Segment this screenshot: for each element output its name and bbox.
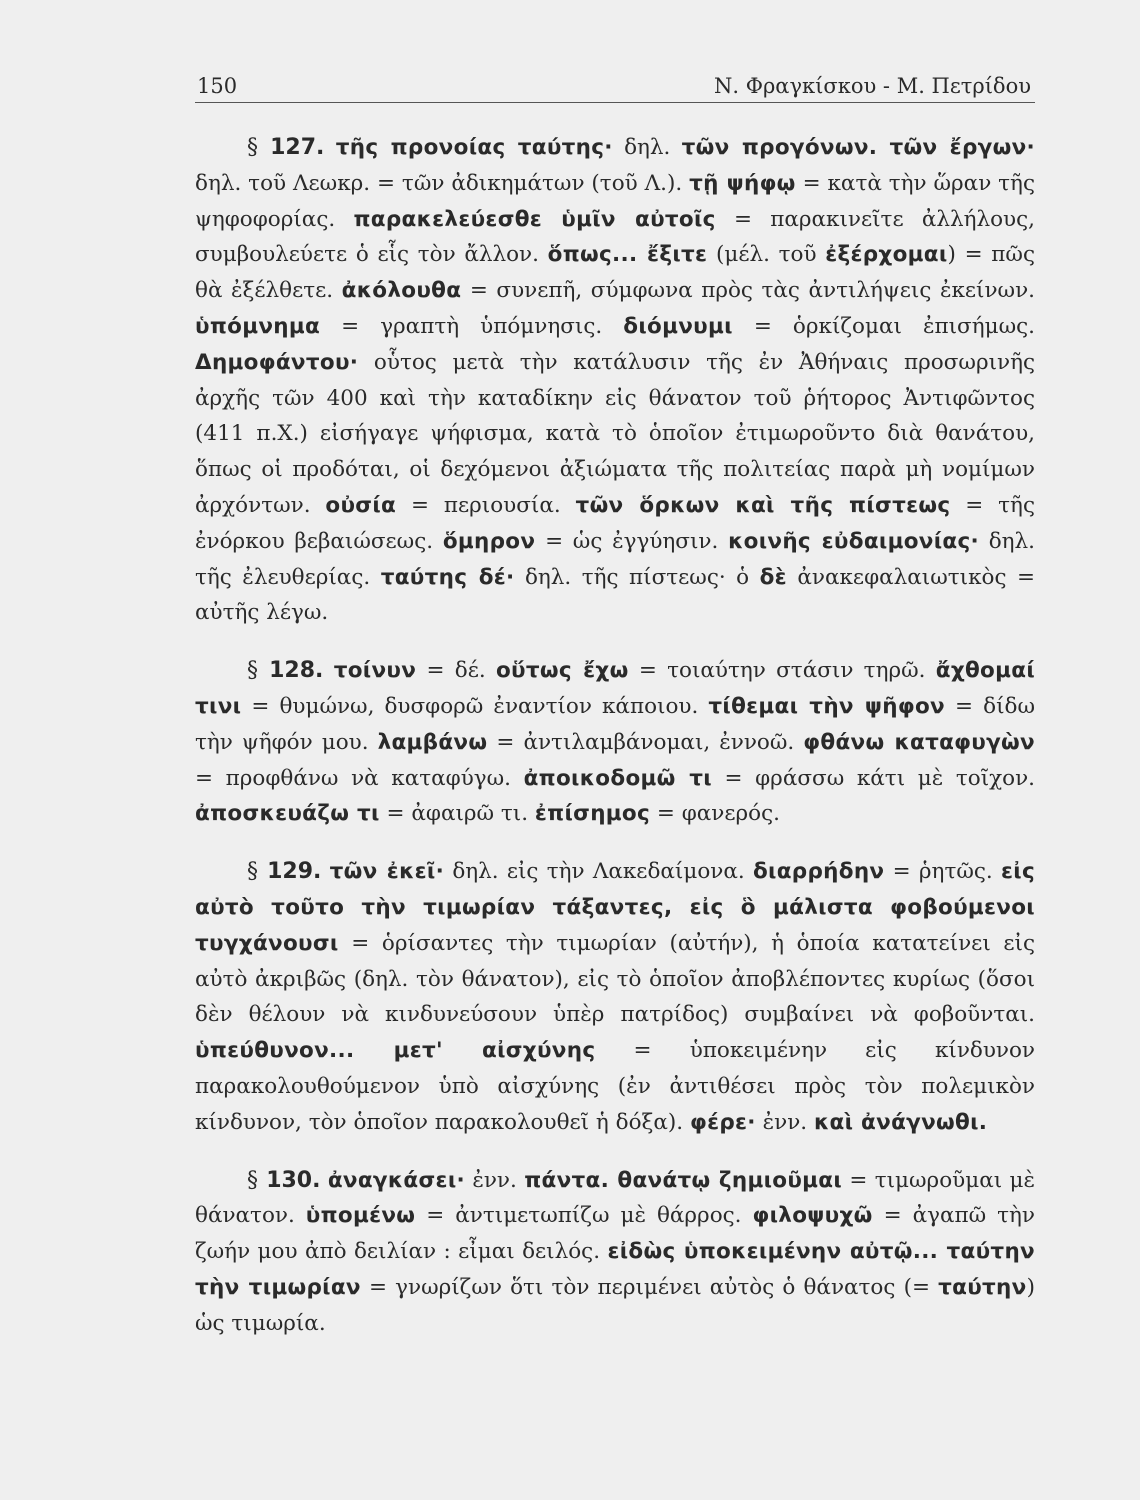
lemma: τῶν ἐκεῖ· — [329, 859, 445, 885]
lemma: οὐσία — [325, 492, 397, 518]
lemma: τοίνυν — [333, 658, 417, 684]
gloss: ἐνν. — [755, 1109, 814, 1135]
section-number: 127. — [270, 135, 325, 160]
gloss: ἐνν. — [464, 1167, 525, 1193]
section-number: 130. — [266, 1167, 321, 1193]
section-sign: § — [247, 658, 258, 684]
lemma: λαμβάνω — [377, 729, 488, 755]
gloss: = γνωρίζων ὅτι τὸν περιμένει αὐτὸς ὁ θάνατος (= — [360, 1274, 939, 1300]
lemma: ὑπομένω — [305, 1203, 416, 1229]
lemma: ἄχθομαί τινι — [195, 658, 1035, 719]
section-sign: § — [247, 135, 258, 160]
lemma: ἐξέρχομαι — [825, 242, 948, 268]
section-marker — [247, 658, 323, 683]
lemma: ταύτην — [938, 1274, 1027, 1300]
paragraph-127 — [195, 130, 1035, 631]
gloss: = συνεπῆ, σύμφωνα πρὸς τὰς ἀντιλήψεις ἐκείνων. — [461, 278, 1035, 304]
lemma: καὶ ἀνάγνωθι. — [813, 1109, 988, 1135]
gloss: = ὁρίσαντες τὴν τιμωρίαν (αὐτήν), ἡ ὁποία κατατείνει εἰς αὐτὸ ἀκριβῶς (δηλ. τὸν θάνατον), εἰς τὸ ὁποῖον ἀποβλέποντες κυρίως (ὅσοι δὲν θέλουν νὰ κινδυνεύσουν ὑπὲρ πατρίδος) συμβαίνει νὰ φοβοῦνται. — [195, 930, 1035, 1028]
gloss: = φράσσω κάτι μὲ τοῖχον. — [711, 765, 1035, 791]
gloss: = κατὰ τὴν ὥραν τῆς ψηφοφορίας. — [195, 170, 1035, 232]
section-marker — [247, 859, 321, 884]
lemma: ἐπίσημος — [534, 801, 651, 827]
lemma: τῶν προγόνων. τῶν ἔργων· — [681, 135, 1035, 160]
section-number: 129. — [267, 859, 322, 885]
gloss: δηλ. τῆς ἐλευθερίας. — [195, 528, 1035, 590]
lemma: ὑπεύθυνον... μετ' αἰσχύνης — [195, 1038, 596, 1064]
gloss: = δέ. — [416, 658, 496, 684]
lemma: ἀναγκάσει· — [327, 1167, 465, 1193]
lemma: παρακελεύεσθε ὑμῖν αὐτοῖς — [353, 206, 716, 232]
gloss: = τῆς ἐνόρκου βεβαιώσεως. — [195, 492, 1035, 554]
lemma: τίθεμαι τὴν ψῆφον — [708, 693, 945, 719]
commentary-text — [195, 130, 1035, 1342]
lemma: ὅπως... ἔξιτε — [547, 242, 708, 268]
gloss: = ὑποκειμένην εἰς κίνδυνον παρακολουθούμενον ὑπὸ αἰσχύνης (ἐν ἀντιθέσει πρὸς τὸν πολεμικὸν κίνδυνον, τὸν ὁποῖον παρακολουθεῖ ἡ δόξα). — [195, 1038, 1035, 1135]
paragraph-text — [195, 135, 1035, 625]
page-header — [195, 72, 1035, 103]
gloss: δηλ. τοῦ Λεωκρ. = τῶν ἀδικημάτων (τοῦ Λ.). — [195, 170, 690, 196]
section-sign: § — [247, 1167, 258, 1193]
gloss: δηλ. τῆς πίστεως· ὁ — [514, 564, 760, 590]
section-number: 128. — [269, 658, 324, 684]
gloss: ) ὡς τιμωρία. — [195, 1274, 1035, 1336]
paragraph-129 — [195, 854, 1035, 1140]
gloss: = τιμωροῦμαι μὲ θάνατον. — [195, 1167, 1035, 1229]
lemma: διόμνυμι — [623, 313, 733, 339]
gloss: = ἀγαπῶ τὴν ζωήν μου ἀπὸ δειλίαν : εἶμαι δειλός. — [195, 1203, 1035, 1265]
gloss: (μέλ. τοῦ — [707, 242, 826, 268]
lemma: ὅμηρον — [442, 528, 536, 554]
gloss: = παρακινεῖτε ἀλλήλους, συμβουλεύετε ὁ εἷς τὸν ἄλλον. — [195, 206, 1035, 268]
lemma: φιλοψυχῶ — [752, 1203, 873, 1229]
gloss: = γραπτὴ ὑπόμνησις. — [320, 313, 624, 339]
paragraph-128 — [195, 653, 1035, 832]
lemma: ἀποσκευάζω τι — [195, 801, 380, 827]
gloss: = ἀντιμετωπίζω μὲ θάρρος. — [415, 1203, 753, 1229]
gloss: δηλ. εἰς τὴν Λακεδαίμονα. — [444, 859, 753, 885]
lemma: Δημοφάντου· — [195, 349, 359, 375]
lemma: οὕτως ἔχω — [495, 658, 629, 684]
lemma: ταύτης δέ· — [380, 564, 515, 590]
section-marker — [247, 1168, 320, 1193]
gloss: = περιουσία. — [396, 492, 576, 518]
gloss: = προφθάνω νὰ καταφύγω. — [195, 765, 524, 791]
gloss: = ἀφαιρῶ τι. — [379, 801, 535, 827]
gloss: ἀνακεφαλαιωτικὸς = αὐτῆς λέγω. — [195, 564, 1035, 626]
lemma: δὲ — [759, 564, 787, 590]
running-head: Ν. Φραγκίσκου - Μ. Πετρίδου — [714, 74, 1031, 98]
lemma: διαρρήδην — [752, 859, 885, 885]
gloss: = δίδω τὴν ψῆφόν μου. — [195, 693, 1035, 755]
section-marker — [247, 135, 324, 160]
gloss: οὗτος μετὰ τὴν κατάλυσιν τῆς ἐν Ἀθήναις προσωρινῆς ἀρχῆς τῶν 400 καὶ τὴν καταδίκην εἰς θάνατον τοῦ ῥήτορος Ἀντιφῶντος (411 π.Χ.) εἰσήγαγε ψήφισμα, κατὰ τὸ ὁποῖον ἐτιμωροῦντο διὰ θανάτου, ὅπως οἱ προδόται, οἱ δεχόμενοι ἀξιώματα τῆς πολιτείας παρὰ μὴ νομίμων ἀρχόντων. — [195, 349, 1035, 518]
paragraph-text — [195, 1168, 1035, 1336]
gloss: = ἀντιλαμβάνομαι, ἐννοῶ. — [487, 729, 804, 755]
gloss: = φανερός. — [650, 801, 780, 827]
paragraph-text — [195, 658, 1035, 826]
lemma: φθάνω καταφυγὼν — [803, 729, 1035, 755]
gloss: = τοιαύτην στάσιν τηρῶ. — [628, 658, 936, 684]
lemma: πάντα. θανάτῳ ζημιοῦμαι — [524, 1167, 843, 1193]
paragraph-130 — [195, 1163, 1035, 1342]
gloss: = ὡς ἐγγύησιν. — [535, 528, 729, 554]
gloss: δηλ. — [612, 135, 682, 160]
lemma: ἀποικοδομῶ τι — [523, 765, 712, 791]
lemma: εἰς αὐτὸ τοῦτο τὴν τιμωρίαν τάξαντες, εἰς ὃ μάλιστα φοβούμενοι τυγχάνουσι — [195, 859, 1035, 956]
lemma: κοινῆς εὐδαιμονίας· — [728, 528, 979, 554]
page-number: 150 — [197, 74, 238, 98]
gloss: ) = πῶς θὰ ἐξέλθετε. — [195, 242, 1035, 304]
lemma: φέρε· — [689, 1109, 756, 1135]
lemma: ἀκόλουθα — [341, 278, 462, 304]
lemma: τῇ ψήφῳ — [689, 170, 796, 196]
lemma: τῆς προνοίας ταύτης· — [335, 135, 613, 160]
lemma: ὑπόμνημα — [195, 313, 321, 339]
gloss: = ὁρκίζομαι ἐπισήμως. — [732, 313, 1035, 339]
section-sign: § — [247, 859, 258, 885]
paragraph-text — [195, 859, 1035, 1135]
lemma: εἰδὼς ὑποκειμένην αὐτῷ... ταύτην τὴν τιμωρίαν — [195, 1239, 1035, 1300]
gloss: = ῥητῶς. — [884, 859, 1001, 885]
lemma: τῶν ὅρκων καὶ τῆς πίστεως — [575, 492, 951, 518]
gloss: = θυμώνω, δυσφορῶ ἐναντίον κάποιου. — [241, 693, 709, 719]
